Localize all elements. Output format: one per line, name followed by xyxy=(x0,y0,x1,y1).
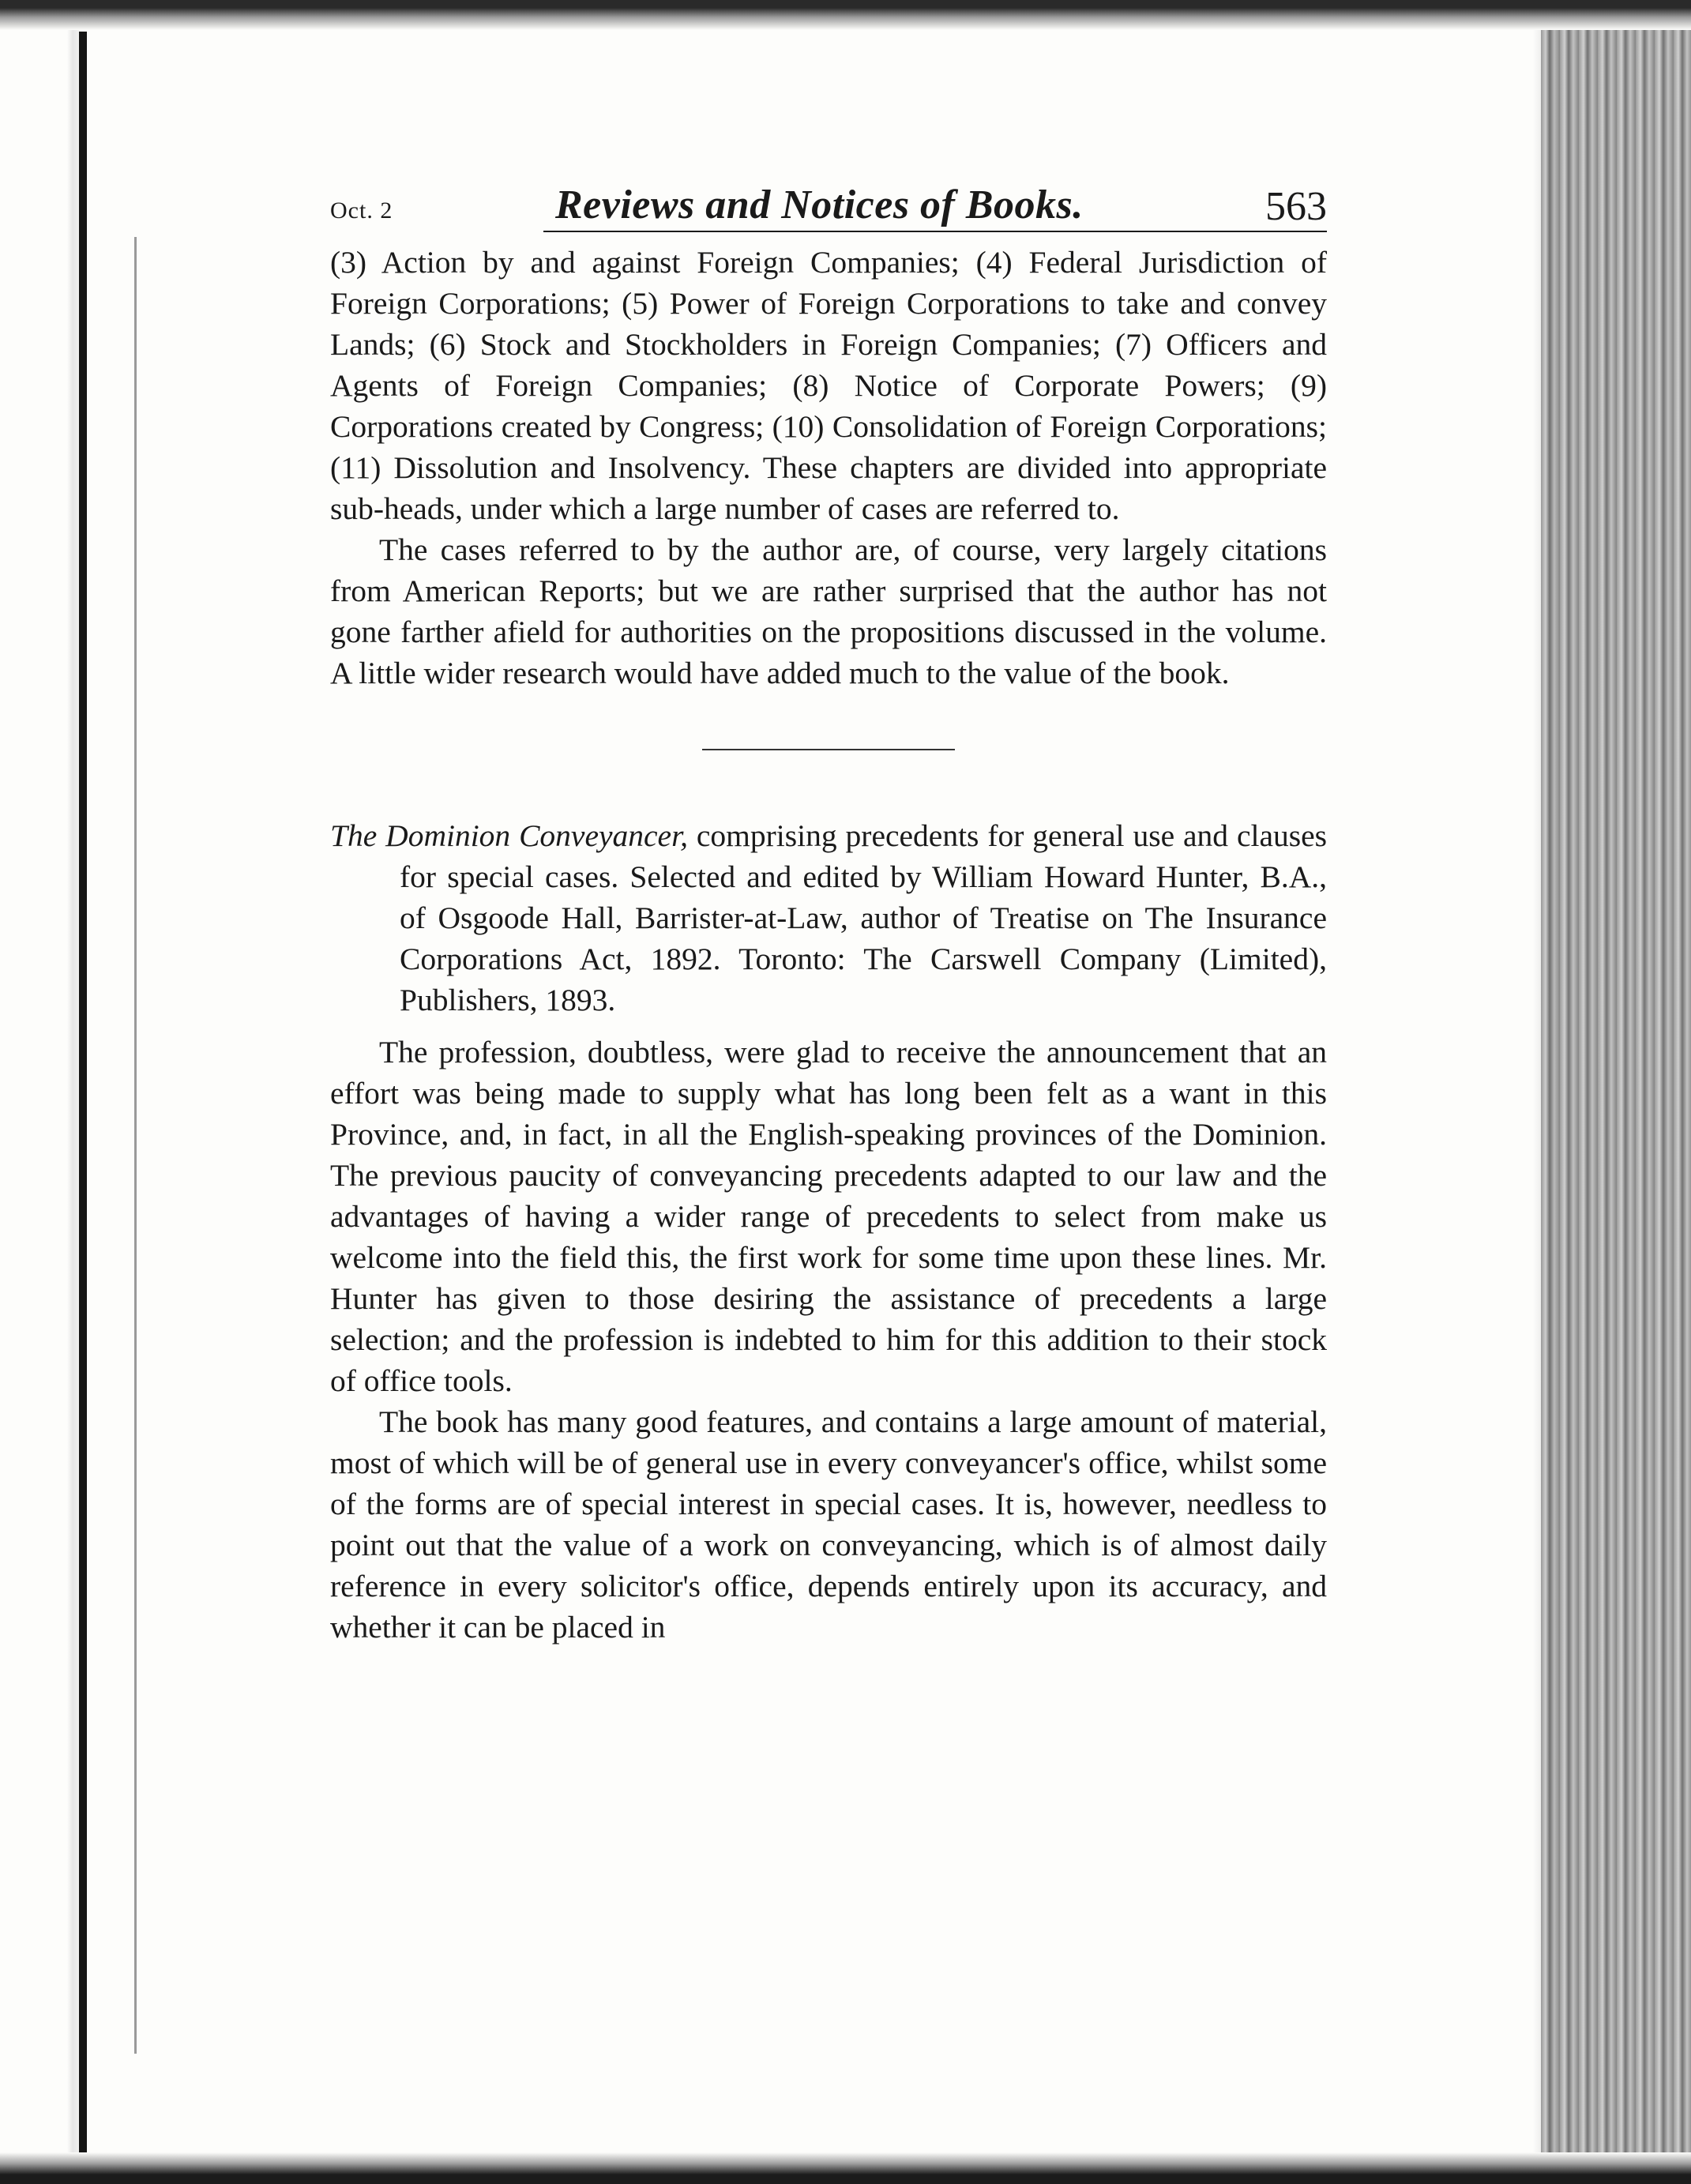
review-paragraph-continued: (3) Action by and against Foreign Companies; (4) Federal Jurisdiction of Foreign Corporations; (5) Power of Foreign Corporations to take and convey Lands; (6) Stock and Stockholders in Foreign Companies; (7) Officers and Agents of Foreign Companies; (8) Notice of Corporate Powers; (9) Corporations created by Congress; (10) Consolidation of Foreign Corporations; (11) Dissolution and Insolvency. These chapters are divided into appropriate sub-heads, under which a large number of cases are referred to. xyxy=(330,245,1327,526)
review-paragraph: The profession, doubtless, were glad to receive the announcement that an effort was being made to supply what has long been felt as a want in this Province, and, in fact, in all the English-speaking provinces of the Dominion. The previous paucity of conveyancing precedents adapted to our law and the advantages of having a wider range of precedents to select from make us welcome into the field this, the first work for some time upon these lines. Mr. Hunter has given to those desiring the assistance of precedents a large selection; and the profession is indebted to him for this addition to their stock of office tools. xyxy=(330,1035,1327,1398)
running-head-rule xyxy=(543,231,1327,232)
book-citation xyxy=(330,815,1327,1021)
binding-edge-faint xyxy=(134,237,137,2054)
book-page xyxy=(330,174,1327,1648)
section-divider xyxy=(702,749,955,750)
book-title: The Dominion Conveyancer, xyxy=(330,818,688,853)
review-paragraph: The book has many good features, and contains a large amount of material, most of which will be of general use in every conveyancer's office, whilst some of the forms are of special interest in special cases. It is, however, needless to point out that the value of a work on conveyancing, which is of almost daily reference in every solicitor's office, depends entirely upon its accuracy, and whether it can be placed in xyxy=(330,1404,1327,1645)
scan-top-edge xyxy=(0,0,1691,30)
binding-edge xyxy=(79,32,87,2164)
review-paragraph: The cases referred to by the author are, of course, very largely citations from American Reports; but we are rather surprised that the author has not gone farther afield for authorities on the propositions discussed in the volume. A little wider research would have added much to the value of the book. xyxy=(330,532,1327,690)
book-description: comprising precedents for general use and clauses for special cases. Selected and edited by William Howard Hunter, B.A., of Osgoode Hall, Barrister-at-Law, author of Treatise on The Insurance Corporations Act, 1892. Toronto: The Carswell Company (Limited), Publishers, 1893. xyxy=(400,818,1328,1017)
running-head-date: Oct. 2 xyxy=(330,197,393,224)
fore-edge xyxy=(1541,0,1691,2184)
page-number: 563 xyxy=(1265,184,1327,229)
scan-bottom-edge xyxy=(0,2152,1691,2184)
running-head-title: Reviews and Notices of Books. xyxy=(555,182,1084,227)
running-head xyxy=(330,174,1327,237)
